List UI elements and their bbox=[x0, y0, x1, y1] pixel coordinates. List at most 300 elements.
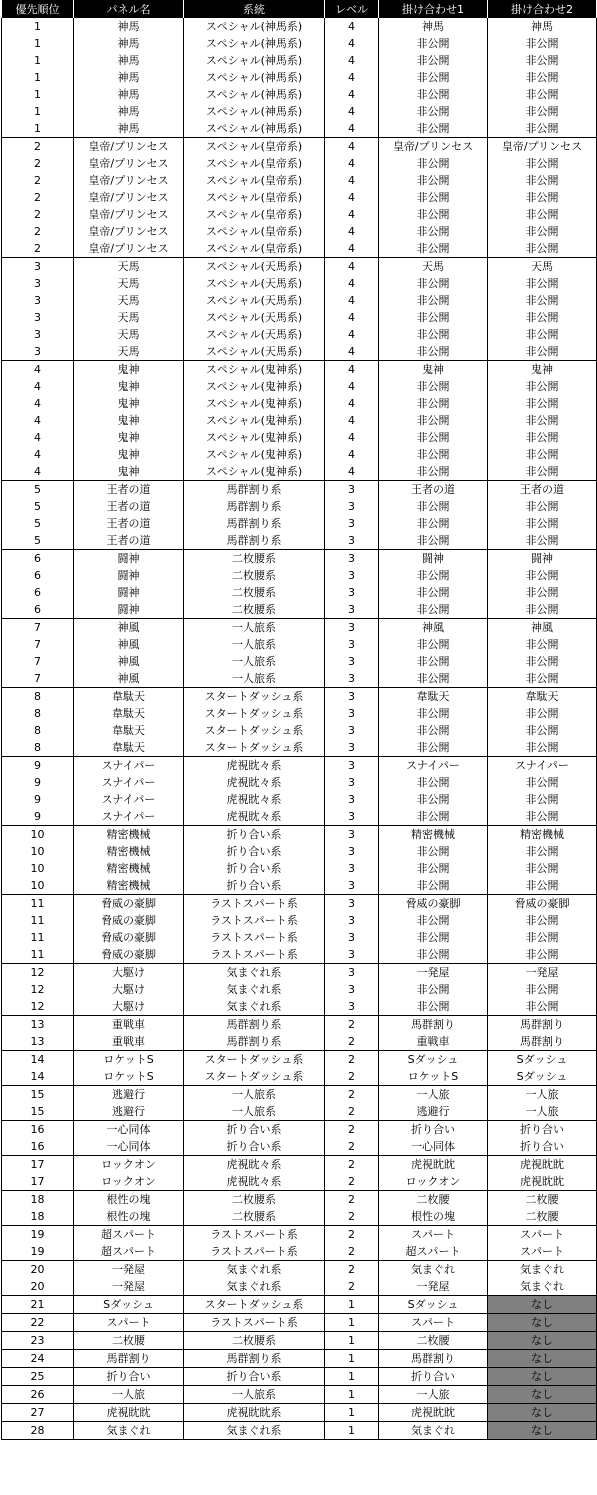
type-cell: ラストスパート系 bbox=[184, 895, 325, 913]
level-cell: 4 bbox=[325, 172, 379, 189]
rank-cell: 16 bbox=[2, 1138, 74, 1156]
table-row bbox=[2, 1016, 597, 1034]
mix2-cell: 非公開 bbox=[488, 808, 597, 826]
type-cell: 虎視眈々系 bbox=[184, 791, 325, 808]
panel-name-cell: スナイパー bbox=[74, 774, 184, 791]
mix2-cell: 非公開 bbox=[488, 929, 597, 946]
mix2-cell: 非公開 bbox=[488, 446, 597, 463]
mix1-cell: 非公開 bbox=[379, 739, 488, 757]
rank-cell: 2 bbox=[2, 172, 74, 189]
level-cell: 3 bbox=[325, 722, 379, 739]
table-row bbox=[2, 1138, 597, 1156]
type-cell: 気まぐれ系 bbox=[184, 981, 325, 998]
table-row bbox=[2, 929, 597, 946]
mix1-cell: 根性の塊 bbox=[379, 1208, 488, 1226]
table-row bbox=[2, 1243, 597, 1261]
level-cell: 4 bbox=[325, 18, 379, 36]
type-cell: ラストスパート系 bbox=[184, 929, 325, 946]
mix1-cell: 非公開 bbox=[379, 223, 488, 240]
panel-name-cell: 闘神 bbox=[74, 584, 184, 601]
rank-cell: 4 bbox=[2, 395, 74, 412]
table-row bbox=[2, 69, 597, 86]
mix2-cell: 馬群割り bbox=[488, 1033, 597, 1051]
mix1-cell: スパート bbox=[379, 1314, 488, 1332]
mix2-cell: 非公開 bbox=[488, 463, 597, 481]
panel-name-cell: 皇帝/プリンセス bbox=[74, 223, 184, 240]
panel-name-cell: 神馬 bbox=[74, 35, 184, 52]
type-cell: スペシャル(神馬系) bbox=[184, 120, 325, 138]
rank-cell: 4 bbox=[2, 361, 74, 379]
panel-name-cell: ロケットS bbox=[74, 1051, 184, 1069]
table-row bbox=[2, 670, 597, 688]
type-cell: 一人旅系 bbox=[184, 619, 325, 637]
mix1-cell: 非公開 bbox=[379, 446, 488, 463]
table-row bbox=[2, 1208, 597, 1226]
rank-cell: 10 bbox=[2, 826, 74, 844]
rank-cell: 11 bbox=[2, 929, 74, 946]
mix2-cell: 非公開 bbox=[488, 636, 597, 653]
level-cell: 2 bbox=[325, 1121, 379, 1139]
panel-name-cell: 一発屋 bbox=[74, 1278, 184, 1296]
mix1-cell: 超スパート bbox=[379, 1243, 488, 1261]
mix1-cell: 非公開 bbox=[379, 860, 488, 877]
type-cell: 馬群割り系 bbox=[184, 515, 325, 532]
mix2-cell: 非公開 bbox=[488, 791, 597, 808]
type-cell: 二枚腰系 bbox=[184, 550, 325, 568]
level-cell: 4 bbox=[325, 138, 379, 156]
rank-cell: 7 bbox=[2, 619, 74, 637]
panel-name-cell: 脅威の豪脚 bbox=[74, 895, 184, 913]
panel-name-cell: 王者の道 bbox=[74, 481, 184, 499]
mix2-cell: 虎視眈眈 bbox=[488, 1156, 597, 1174]
mix1-cell: 非公開 bbox=[379, 981, 488, 998]
panel-name-cell: 折り合い bbox=[74, 1368, 184, 1386]
level-cell: 4 bbox=[325, 86, 379, 103]
level-cell: 3 bbox=[325, 636, 379, 653]
table-row bbox=[2, 120, 597, 138]
mix2-cell: スパート bbox=[488, 1243, 597, 1261]
panel-name-cell: 根性の塊 bbox=[74, 1208, 184, 1226]
header-mix1: 掛け合わせ1 bbox=[379, 0, 488, 18]
rank-cell: 3 bbox=[2, 326, 74, 343]
mix1-cell: 虎視眈眈 bbox=[379, 1156, 488, 1174]
table-row bbox=[2, 584, 597, 601]
level-cell: 3 bbox=[325, 877, 379, 895]
mix2-cell: なし bbox=[488, 1404, 597, 1422]
table-row bbox=[2, 826, 597, 844]
panel-name-cell: ロケットS bbox=[74, 1068, 184, 1086]
level-cell: 2 bbox=[325, 1226, 379, 1244]
rank-cell: 4 bbox=[2, 412, 74, 429]
level-cell: 4 bbox=[325, 223, 379, 240]
panel-name-cell: 神馬 bbox=[74, 18, 184, 36]
panel-name-cell: 大駆け bbox=[74, 981, 184, 998]
mix2-cell: 非公開 bbox=[488, 722, 597, 739]
mix2-cell: Sダッシュ bbox=[488, 1068, 597, 1086]
type-cell: 二枚腰系 bbox=[184, 1208, 325, 1226]
panel-name-cell: 皇帝/プリンセス bbox=[74, 240, 184, 258]
rank-cell: 4 bbox=[2, 446, 74, 463]
table-row bbox=[2, 155, 597, 172]
panel-name-cell: 精密機械 bbox=[74, 826, 184, 844]
level-cell: 4 bbox=[325, 361, 379, 379]
table-row bbox=[2, 326, 597, 343]
header-panel-name: パネル名 bbox=[74, 0, 184, 18]
rank-cell: 4 bbox=[2, 378, 74, 395]
level-cell: 3 bbox=[325, 550, 379, 568]
mix2-cell: 非公開 bbox=[488, 946, 597, 964]
type-cell: 二枚腰系 bbox=[184, 1332, 325, 1350]
panel-name-cell: 皇帝/プリンセス bbox=[74, 155, 184, 172]
table-row bbox=[2, 998, 597, 1016]
mix2-cell: 非公開 bbox=[488, 309, 597, 326]
level-cell: 3 bbox=[325, 964, 379, 982]
mix1-cell: 非公開 bbox=[379, 877, 488, 895]
level-cell: 2 bbox=[325, 1156, 379, 1174]
mix1-cell: 非公開 bbox=[379, 35, 488, 52]
type-cell: スタートダッシュ系 bbox=[184, 722, 325, 739]
mix1-cell: 折り合い bbox=[379, 1368, 488, 1386]
table-row bbox=[2, 463, 597, 481]
mix2-cell: 非公開 bbox=[488, 378, 597, 395]
table-row bbox=[2, 172, 597, 189]
panel-name-cell: 王者の道 bbox=[74, 532, 184, 550]
header-type: 系統 bbox=[184, 0, 325, 18]
rank-cell: 4 bbox=[2, 463, 74, 481]
rank-cell: 9 bbox=[2, 791, 74, 808]
type-cell: スペシャル(鬼神系) bbox=[184, 412, 325, 429]
mix1-cell: 非公開 bbox=[379, 172, 488, 189]
mix2-cell: 非公開 bbox=[488, 739, 597, 757]
mix2-cell: 非公開 bbox=[488, 860, 597, 877]
rank-cell: 14 bbox=[2, 1068, 74, 1086]
table-row bbox=[2, 636, 597, 653]
panel-name-cell: 神風 bbox=[74, 636, 184, 653]
panel-name-cell: 神馬 bbox=[74, 120, 184, 138]
level-cell: 2 bbox=[325, 1208, 379, 1226]
level-cell: 3 bbox=[325, 739, 379, 757]
level-cell: 3 bbox=[325, 826, 379, 844]
level-cell: 3 bbox=[325, 567, 379, 584]
level-cell: 4 bbox=[325, 35, 379, 52]
panel-name-cell: 韋駄天 bbox=[74, 739, 184, 757]
rank-cell: 2 bbox=[2, 189, 74, 206]
type-cell: スタートダッシュ系 bbox=[184, 705, 325, 722]
rank-cell: 16 bbox=[2, 1121, 74, 1139]
table-row bbox=[2, 688, 597, 706]
table-row bbox=[2, 550, 597, 568]
table-row bbox=[2, 1173, 597, 1191]
table-row bbox=[2, 1422, 597, 1440]
mix2-cell: 王者の道 bbox=[488, 481, 597, 499]
rank-cell: 20 bbox=[2, 1278, 74, 1296]
mix1-cell: スナイパー bbox=[379, 757, 488, 775]
table-row bbox=[2, 757, 597, 775]
panel-name-cell: 天馬 bbox=[74, 292, 184, 309]
mix2-cell: 気まぐれ bbox=[488, 1261, 597, 1279]
panel-name-cell: 闘神 bbox=[74, 550, 184, 568]
table-row bbox=[2, 86, 597, 103]
mix1-cell: 非公開 bbox=[379, 670, 488, 688]
level-cell: 3 bbox=[325, 929, 379, 946]
table-row bbox=[2, 446, 597, 463]
table-row bbox=[2, 412, 597, 429]
level-cell: 4 bbox=[325, 155, 379, 172]
level-cell: 3 bbox=[325, 912, 379, 929]
rank-cell: 7 bbox=[2, 670, 74, 688]
mix2-cell: 非公開 bbox=[488, 532, 597, 550]
panel-name-cell: スナイパー bbox=[74, 808, 184, 826]
rank-cell: 2 bbox=[2, 138, 74, 156]
level-cell: 4 bbox=[325, 326, 379, 343]
panel-name-cell: 精密機械 bbox=[74, 877, 184, 895]
panel-name-cell: 脅威の豪脚 bbox=[74, 912, 184, 929]
type-cell: 折り合い系 bbox=[184, 843, 325, 860]
mix1-cell: 非公開 bbox=[379, 395, 488, 412]
rank-cell: 3 bbox=[2, 258, 74, 276]
panel-name-cell: スナイパー bbox=[74, 791, 184, 808]
level-cell: 3 bbox=[325, 946, 379, 964]
type-cell: 気まぐれ系 bbox=[184, 1422, 325, 1440]
table-row bbox=[2, 1226, 597, 1244]
table-row bbox=[2, 722, 597, 739]
level-cell: 2 bbox=[325, 1068, 379, 1086]
rank-cell: 3 bbox=[2, 292, 74, 309]
panel-name-cell: 一心同体 bbox=[74, 1121, 184, 1139]
mix1-cell: 一人旅 bbox=[379, 1086, 488, 1104]
type-cell: スペシャル(天馬系) bbox=[184, 343, 325, 361]
table-row bbox=[2, 964, 597, 982]
type-cell: スペシャル(皇帝系) bbox=[184, 138, 325, 156]
type-cell: スペシャル(天馬系) bbox=[184, 309, 325, 326]
mix1-cell: 非公開 bbox=[379, 463, 488, 481]
mix2-cell: 非公開 bbox=[488, 52, 597, 69]
type-cell: 二枚腰系 bbox=[184, 584, 325, 601]
panel-name-cell: 王者の道 bbox=[74, 515, 184, 532]
table-row bbox=[2, 981, 597, 998]
mix1-cell: 非公開 bbox=[379, 69, 488, 86]
panel-name-cell: 虎視眈眈 bbox=[74, 1404, 184, 1422]
rank-cell: 10 bbox=[2, 843, 74, 860]
level-cell: 3 bbox=[325, 860, 379, 877]
mix2-cell: 非公開 bbox=[488, 395, 597, 412]
mix1-cell: ロックオン bbox=[379, 1173, 488, 1191]
type-cell: 折り合い系 bbox=[184, 860, 325, 877]
rank-cell: 10 bbox=[2, 860, 74, 877]
mix2-cell: 脅威の豪脚 bbox=[488, 895, 597, 913]
mix1-cell: 非公開 bbox=[379, 912, 488, 929]
mix1-cell: 虎視眈眈 bbox=[379, 1404, 488, 1422]
table-row bbox=[2, 395, 597, 412]
type-cell: 二枚腰系 bbox=[184, 1191, 325, 1209]
mix2-cell: 非公開 bbox=[488, 69, 597, 86]
type-cell: ラストスパート系 bbox=[184, 1243, 325, 1261]
table-row bbox=[2, 705, 597, 722]
mix1-cell: 非公開 bbox=[379, 843, 488, 860]
level-cell: 3 bbox=[325, 619, 379, 637]
type-cell: スペシャル(鬼神系) bbox=[184, 429, 325, 446]
table-row bbox=[2, 1404, 597, 1422]
table-row bbox=[2, 860, 597, 877]
level-cell: 3 bbox=[325, 981, 379, 998]
rank-cell: 5 bbox=[2, 515, 74, 532]
rank-cell: 8 bbox=[2, 688, 74, 706]
rank-cell: 1 bbox=[2, 52, 74, 69]
level-cell: 1 bbox=[325, 1296, 379, 1314]
rank-cell: 18 bbox=[2, 1191, 74, 1209]
type-cell: 気まぐれ系 bbox=[184, 998, 325, 1016]
rank-cell: 25 bbox=[2, 1368, 74, 1386]
type-cell: スペシャル(神馬系) bbox=[184, 86, 325, 103]
type-cell: ラストスパート系 bbox=[184, 912, 325, 929]
level-cell: 2 bbox=[325, 1051, 379, 1069]
rank-cell: 9 bbox=[2, 774, 74, 791]
rank-cell: 21 bbox=[2, 1296, 74, 1314]
level-cell: 4 bbox=[325, 103, 379, 120]
rank-cell: 1 bbox=[2, 120, 74, 138]
table-row bbox=[2, 361, 597, 379]
level-cell: 4 bbox=[325, 446, 379, 463]
mix2-cell: 鬼神 bbox=[488, 361, 597, 379]
mix1-cell: 非公開 bbox=[379, 946, 488, 964]
level-cell: 3 bbox=[325, 515, 379, 532]
rank-cell: 22 bbox=[2, 1314, 74, 1332]
mix1-cell: 一心同体 bbox=[379, 1138, 488, 1156]
mix2-cell: 非公開 bbox=[488, 774, 597, 791]
level-cell: 3 bbox=[325, 481, 379, 499]
mix1-cell: 非公開 bbox=[379, 929, 488, 946]
mix1-cell: Sダッシュ bbox=[379, 1051, 488, 1069]
mix1-cell: Sダッシュ bbox=[379, 1296, 488, 1314]
panel-name-cell: 超スパート bbox=[74, 1243, 184, 1261]
rank-cell: 1 bbox=[2, 86, 74, 103]
panel-name-cell: スナイパー bbox=[74, 757, 184, 775]
panel-name-cell: 脅威の豪脚 bbox=[74, 946, 184, 964]
level-cell: 2 bbox=[325, 1243, 379, 1261]
table-row bbox=[2, 1368, 597, 1386]
type-cell: 一人旅系 bbox=[184, 670, 325, 688]
type-cell: 気まぐれ系 bbox=[184, 1261, 325, 1279]
mix1-cell: 皇帝/プリンセス bbox=[379, 138, 488, 156]
rank-cell: 3 bbox=[2, 275, 74, 292]
mix2-cell: 非公開 bbox=[488, 120, 597, 138]
type-cell: スタートダッシュ系 bbox=[184, 1068, 325, 1086]
level-cell: 3 bbox=[325, 653, 379, 670]
panel-name-cell: 大駆け bbox=[74, 964, 184, 982]
table-row bbox=[2, 739, 597, 757]
table-row bbox=[2, 275, 597, 292]
rank-cell: 7 bbox=[2, 636, 74, 653]
mix1-cell: 非公開 bbox=[379, 998, 488, 1016]
panel-name-cell: 一心同体 bbox=[74, 1138, 184, 1156]
table-row bbox=[2, 653, 597, 670]
type-cell: スペシャル(神馬系) bbox=[184, 52, 325, 69]
rank-cell: 2 bbox=[2, 155, 74, 172]
panel-name-cell: 神風 bbox=[74, 670, 184, 688]
mix1-cell: 脅威の豪脚 bbox=[379, 895, 488, 913]
mix2-cell: 非公開 bbox=[488, 981, 597, 998]
rank-cell: 6 bbox=[2, 584, 74, 601]
mix1-cell: 一発屋 bbox=[379, 964, 488, 982]
rank-cell: 3 bbox=[2, 343, 74, 361]
mix2-cell: スパート bbox=[488, 1226, 597, 1244]
level-cell: 1 bbox=[325, 1404, 379, 1422]
mix1-cell: 非公開 bbox=[379, 705, 488, 722]
rank-cell: 11 bbox=[2, 912, 74, 929]
table-row bbox=[2, 189, 597, 206]
panel-name-cell: 逃避行 bbox=[74, 1086, 184, 1104]
rank-cell: 1 bbox=[2, 69, 74, 86]
panel-name-cell: ロックオン bbox=[74, 1156, 184, 1174]
mix2-cell: 非公開 bbox=[488, 515, 597, 532]
mix2-cell: なし bbox=[488, 1350, 597, 1368]
table-row bbox=[2, 1332, 597, 1350]
type-cell: スペシャル(皇帝系) bbox=[184, 155, 325, 172]
table-row bbox=[2, 138, 597, 156]
panel-name-cell: 鬼神 bbox=[74, 361, 184, 379]
type-cell: 虎視眈々系 bbox=[184, 774, 325, 791]
table-row bbox=[2, 1103, 597, 1121]
level-cell: 3 bbox=[325, 498, 379, 515]
type-cell: スペシャル(神馬系) bbox=[184, 103, 325, 120]
level-cell: 4 bbox=[325, 378, 379, 395]
mix1-cell: 気まぐれ bbox=[379, 1422, 488, 1440]
mix1-cell: 非公開 bbox=[379, 378, 488, 395]
type-cell: ラストスパート系 bbox=[184, 1226, 325, 1244]
rank-cell: 17 bbox=[2, 1156, 74, 1174]
rank-cell: 2 bbox=[2, 206, 74, 223]
level-cell: 4 bbox=[325, 189, 379, 206]
table-row bbox=[2, 1296, 597, 1314]
table-row bbox=[2, 895, 597, 913]
level-cell: 3 bbox=[325, 774, 379, 791]
type-cell: スペシャル(皇帝系) bbox=[184, 189, 325, 206]
table-row bbox=[2, 1033, 597, 1051]
type-cell: 馬群割り系 bbox=[184, 1016, 325, 1034]
table-row bbox=[2, 343, 597, 361]
mix2-cell: 非公開 bbox=[488, 189, 597, 206]
rank-cell: 3 bbox=[2, 309, 74, 326]
mix1-cell: 非公開 bbox=[379, 343, 488, 361]
rank-cell: 11 bbox=[2, 895, 74, 913]
mix2-cell: 非公開 bbox=[488, 670, 597, 688]
mix2-cell: なし bbox=[488, 1314, 597, 1332]
panel-name-cell: Sダッシュ bbox=[74, 1296, 184, 1314]
panel-name-cell: 天馬 bbox=[74, 343, 184, 361]
level-cell: 4 bbox=[325, 120, 379, 138]
mix1-cell: 重戦車 bbox=[379, 1033, 488, 1051]
level-cell: 3 bbox=[325, 757, 379, 775]
level-cell: 4 bbox=[325, 275, 379, 292]
mix1-cell: 非公開 bbox=[379, 584, 488, 601]
mix1-cell: 神馬 bbox=[379, 18, 488, 36]
level-cell: 1 bbox=[325, 1314, 379, 1332]
mix2-cell: 非公開 bbox=[488, 35, 597, 52]
mix1-cell: 非公開 bbox=[379, 326, 488, 343]
table-row bbox=[2, 791, 597, 808]
mix1-cell: 非公開 bbox=[379, 498, 488, 515]
level-cell: 3 bbox=[325, 688, 379, 706]
header-row bbox=[2, 0, 597, 18]
table-row bbox=[2, 774, 597, 791]
table-row bbox=[2, 912, 597, 929]
mix2-cell: 非公開 bbox=[488, 877, 597, 895]
mix1-cell: 非公開 bbox=[379, 120, 488, 138]
mix1-cell: 非公開 bbox=[379, 292, 488, 309]
mix2-cell: 非公開 bbox=[488, 326, 597, 343]
rank-cell: 2 bbox=[2, 223, 74, 240]
rank-cell: 8 bbox=[2, 739, 74, 757]
